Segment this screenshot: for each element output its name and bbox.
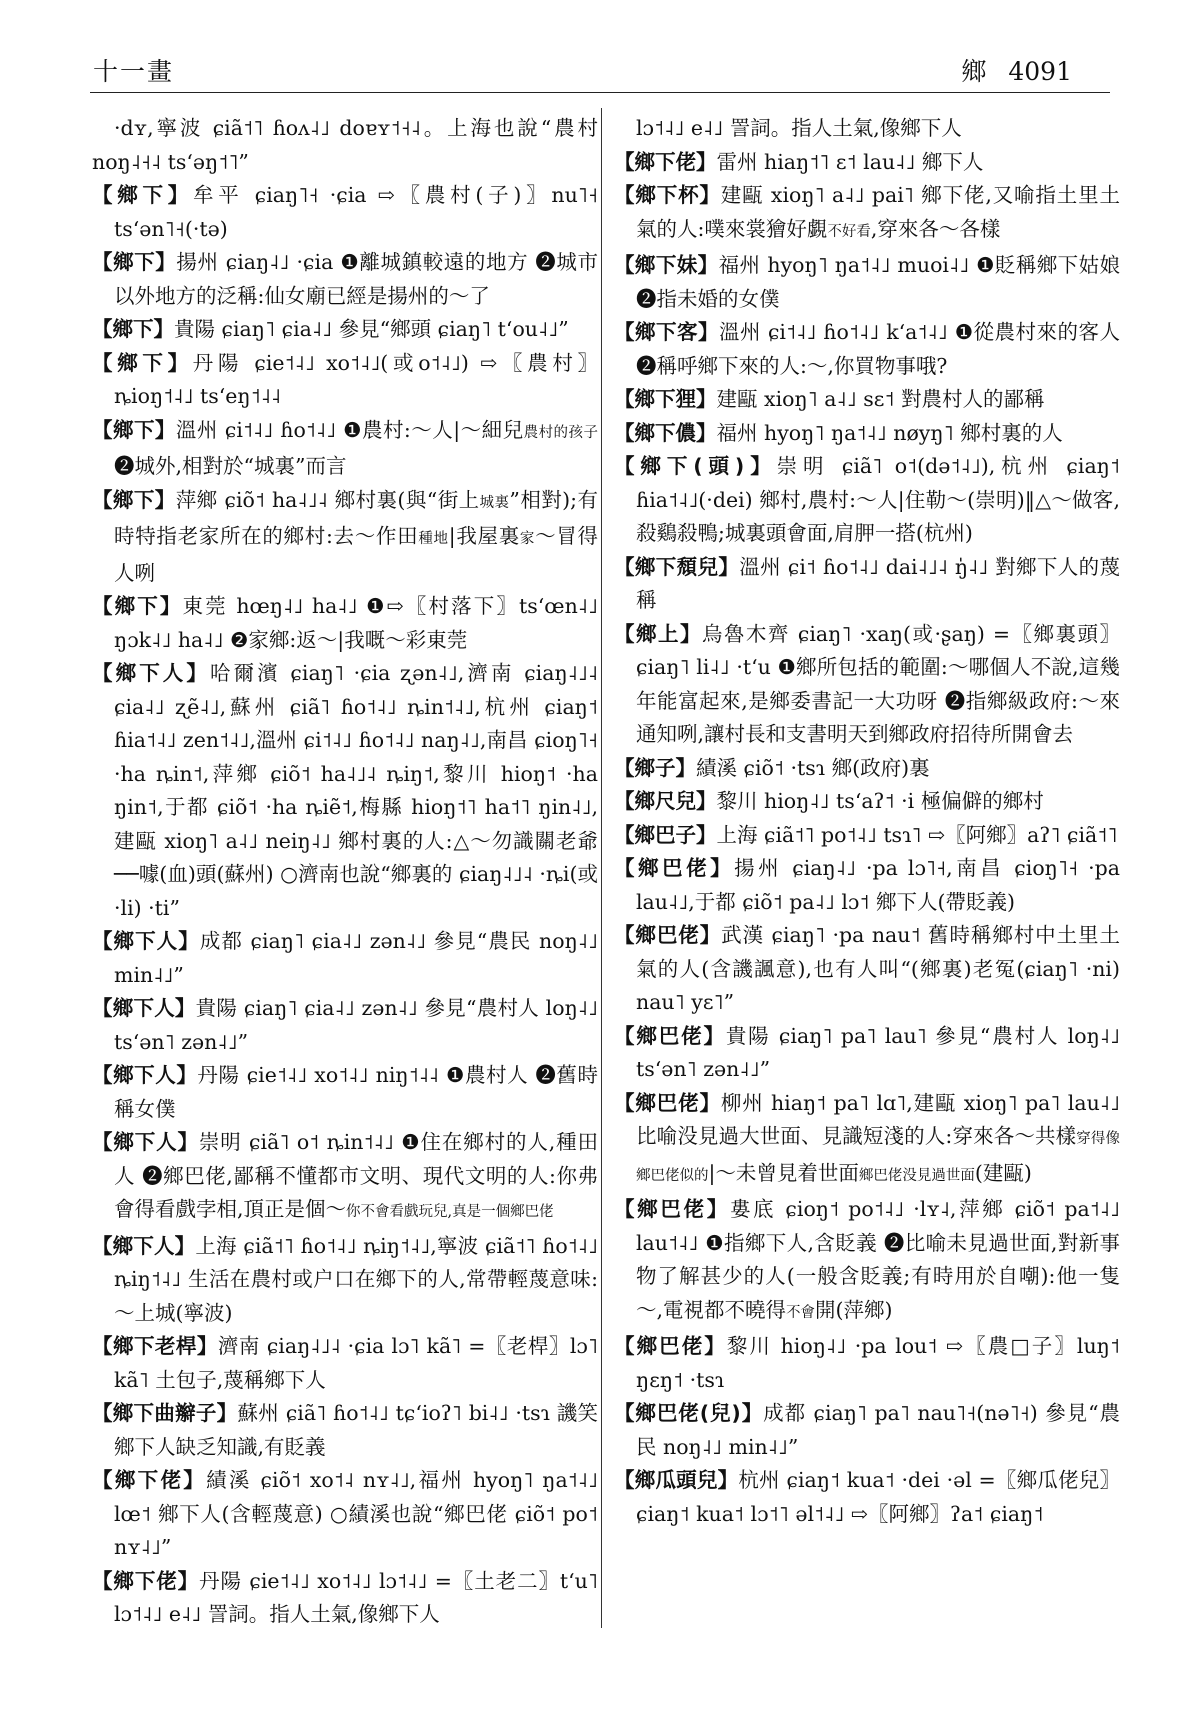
entry-headword: 【鄉下】	[92, 417, 176, 442]
dictionary-entry	[614, 785, 1120, 819]
entry-text: 黎川 hioŋ˨˩ ·pa lou˦ ⇨〖農□子〗luŋ˦ ŋɛŋ˦ ·tsɿ	[636, 1334, 1120, 1392]
entry-text: 丹陽 ɕie˦˨˩ xo˦˨˩(或o˦˨˩) ⇨〖農村〗ȵioŋ˦˨˩ tsʻeŋ˦˨˨	[114, 350, 599, 408]
dictionary-entry	[614, 1193, 1120, 1330]
dictionary-entry	[614, 112, 1120, 146]
entry-text: 貴陽 ɕiaŋ˥ pa˥ lau˥ 參見“農村人 loŋ˨˩ tsʻən˥ zən˨˩”	[636, 1023, 1120, 1081]
entry-text: 建甌 xioŋ˥ a˨˩ sɛ˦ 對農村人的鄙稱	[716, 387, 1045, 411]
entry-text: 雷州 hiaŋ˦˥ ɛ˦ lau˨˩ 鄉下人	[716, 149, 984, 174]
entry-gloss: 鄉巴佬没見過世面	[858, 1167, 975, 1184]
entry-headword: 【鄉下】	[92, 250, 177, 274]
entry-text: 婁底 ɕioŋ˦ po˦˨˩ ·lʏ˨,萍鄉 ɕiõ˦ pa˦˨˩ lau˦˨˩ ❶指鄉下人,含貶義 ❷比喻未見過世面,對新事物了解甚少的人(一般含貶義;有時用於自嘲):他一隻～,電視都不曉得	[636, 1197, 1120, 1322]
entry-headword: 【鄉下佬】	[92, 1468, 207, 1492]
section-heading: 十一畫	[93, 57, 175, 86]
dictionary-entry	[92, 484, 598, 591]
entry-headword: 【鄉下人】	[92, 1063, 198, 1087]
dictionary-entry	[92, 1126, 598, 1230]
dictionary-entry	[92, 1565, 598, 1632]
entry-headword: 【鄉巴佬】	[614, 1090, 721, 1115]
dictionary-entry	[92, 313, 598, 347]
entry-headword: 【鄉下人】	[92, 996, 196, 1020]
entry-text: 柳州 hiaŋ˦ pa˥ lɑ˥,建甌 xioŋ˥ pa˥ lau˨˩ 比喻没見過大世面、見識短淺的人:穿來各～共樣	[636, 1090, 1120, 1148]
entry-text: 濟南 ɕiaŋ˨˩˨ ·ɕia lɔ˥ kã˥ =〖老桿〗lɔ˥ kã˥ 土包子,蔑稱鄉下人	[114, 1334, 598, 1392]
entry-text: 貴陽 ɕiaŋ˥ ɕia˨˩ 參見“鄉頭 ɕiaŋ˥ tʻou˨˩”	[174, 317, 569, 341]
page-number: 4091	[1008, 57, 1072, 86]
dictionary-entry	[92, 414, 598, 484]
entry-text: 上海 ɕiã˦˥ po˦˨˩ tsɿ˥ ⇨〖阿鄉〗aʔ˥ ɕiã˦˥	[716, 822, 1118, 847]
entry-headword: 【鄉下曲辮子】	[92, 1401, 238, 1425]
entry-headword: 【鄉下人】	[92, 929, 200, 953]
entry-headword: 【鄉瓜頭兒】	[614, 1468, 739, 1492]
entry-text: (建甌)	[974, 1160, 1032, 1185]
dictionary-entry	[92, 246, 598, 313]
dictionary-entry	[614, 179, 1120, 249]
entry-gloss: 你不會看戲玩兒,真是一個鄉巴佬	[346, 1204, 554, 1220]
entry-text: ”相對);有時特指老家所在的鄉村:去～作田	[114, 487, 599, 548]
dictionary-entry	[92, 179, 598, 246]
dictionary-entry	[614, 618, 1120, 752]
dictionary-entry	[614, 450, 1120, 551]
entry-headword: 【鄉下】	[92, 183, 193, 207]
entry-headword: 【鄉下老桿】	[92, 1334, 218, 1358]
entry-text: 溫州 ɕi˦ ɦo˦˨˩ dai˨˩˨ ŋ̍˨˩ 對鄉下人的蔑稱	[636, 554, 1120, 612]
dictionary-entry	[92, 1464, 598, 1565]
entry-text: 萍鄉 ɕiõ˦ ha˨˩˨ 鄉村裏(與“街上	[175, 487, 480, 512]
dictionary-entry	[92, 1397, 598, 1464]
dictionary-entry	[92, 112, 598, 179]
dictionary-entry	[614, 819, 1120, 853]
entry-headword: 【鄉下頹兒】	[614, 554, 740, 579]
header-rule	[90, 92, 1110, 93]
dictionary-entry	[92, 1330, 598, 1397]
page-header-right	[961, 52, 1072, 88]
entry-headword: 【鄉巴佬(兒)】	[614, 1401, 764, 1425]
column-divider	[601, 108, 602, 1628]
dictionary-entry	[92, 1230, 598, 1331]
dictionary-entry	[92, 657, 598, 925]
dictionary-entry	[614, 1464, 1120, 1531]
entry-gloss: 不好看	[827, 223, 871, 240]
entry-text: ,穿來各～各樣	[870, 216, 1001, 241]
entry-text: 成都 ɕiaŋ˥ ɕia˨˩ zən˨˩ 參見“農民 noŋ˨˩ min˨˩”	[114, 929, 598, 987]
entry-text: 丹陽 ɕie˦˨˩ xo˦˨˩ lɔ˦˨˩ =〖土老二〗tʻu˥ lɔ˦˨˩ e˨˩ 詈詞。指人土氣,像鄉下人	[114, 1568, 598, 1626]
entry-headword: 【鄉下客】	[614, 320, 719, 344]
dictionary-entry	[614, 316, 1120, 383]
left-column	[92, 112, 598, 1632]
entry-text: 績溪 ɕiõ˦ ·tsɿ 鄉(政府)裏	[696, 755, 930, 780]
entry-headword: 【鄉巴佬】	[614, 923, 722, 947]
entry-headword: 【鄉下(頭)】	[614, 454, 777, 478]
entry-headword: 【鄉下佬】	[92, 1568, 200, 1593]
entry-text: 福州 hyoŋ˥ ŋa˦˨˩ nøyŋ˥ 鄉村裏的人	[716, 420, 1063, 445]
dictionary-entry	[614, 919, 1120, 1020]
dictionary-entry	[614, 417, 1120, 451]
entry-text: 建甌 xioŋ˥ a˨˩ pai˥ 鄉下佬,又喻指土里土氣的人:噗來裳獪好覷	[636, 183, 1120, 241]
entry-text: 牟平 ɕiaŋ˥˧ ·ɕia ⇨〖農村(子)〗nu˥˧ tsʻən˥˧(·tə)	[114, 183, 599, 241]
entry-headword: 【鄉巴佬】	[614, 1023, 726, 1048]
entry-text: 黎川 hioŋ˨˩ tsʻaʔ˦ ·i 極偏僻的鄉村	[716, 789, 1044, 813]
entry-gloss: 城裏	[479, 494, 510, 511]
dictionary-entry	[92, 590, 598, 657]
dictionary-entry	[614, 752, 1120, 786]
entry-headword: 【鄉下人】	[92, 1130, 199, 1154]
entry-gloss: 家	[519, 531, 536, 547]
entry-text: lɔ˦˨˩ e˨˩ 詈詞。指人土氣,像鄉下人	[636, 116, 962, 140]
dictionary-entry	[614, 383, 1120, 417]
entry-text: 武漢 ɕiaŋ˥ ·pa nau˦ 舊時稱鄉村中土里土氣的人(含譏諷意),也有人叫“(鄉裏)老冤(ɕiaŋ˥ ·ni) nau˥ yɛ˥”	[636, 923, 1120, 1014]
entry-text: 福州 hyoŋ˥ ŋa˦˨˩ muoi˨˩ ❶貶稱鄉下姑娘 ❷指未婚的女僕	[636, 253, 1120, 311]
entry-headword: 【鄉巴佬】	[614, 1197, 730, 1221]
entry-headword: 【鄉下】	[92, 487, 176, 512]
entry-headword: 【鄉下儂】	[614, 420, 717, 445]
entry-text: 東莞 hœŋ˨˩ ha˨˩ ❶⇨〖村落下〗tsʻœn˨˩ ŋɔk˨˩ ha˨˩ ❷家鄉:返～|我嘅～彩東莞	[114, 594, 598, 652]
entry-headword: 【鄉巴佬】	[614, 1334, 727, 1358]
dictionary-entry	[614, 1087, 1120, 1194]
entry-gloss: 農村的孩子	[523, 424, 599, 441]
entry-headword: 【鄉上】	[614, 621, 702, 646]
entry-text: 杭州 ɕiaŋ˦ kua˦ ·dei ·əl =〖鄉瓜佬兒〗ɕiaŋ˦ kua˦ lɔ˦˥ əl˦˨˩ ⇨〖阿鄉〗ʔa˦ ɕiaŋ˦	[636, 1468, 1121, 1526]
entry-headword: 【鄉下】	[92, 317, 174, 341]
entry-gloss: 種地	[418, 531, 449, 547]
entry-text: 蘇州 ɕiã˥ ɦo˦˨˩ tɕʻioʔ˥ bi˨˩ ·tsɿ 譏笑鄉下人缺乏知識,有貶義	[114, 1401, 599, 1459]
entry-headword: 【鄉下】	[92, 350, 193, 375]
entry-headword: 【鄉下狸】	[614, 387, 717, 411]
right-column	[614, 112, 1120, 1531]
entry-headword: 【鄉子】	[614, 755, 696, 780]
entry-headword: 【鄉下佬】	[614, 149, 717, 174]
entry-headword: 【鄉下人】	[92, 1233, 196, 1258]
dictionary-entry	[614, 1397, 1120, 1464]
entry-text: 哈爾濱 ɕiaŋ˥ ·ɕia ʐən˨˩,濟南 ɕiaŋ˨˩˨ ɕia˨˩ ʐẽ˨˩,蘇州 ɕiã˥ ɦo˦˨˩ ȵin˦˨˩,杭州 ɕiaŋ˦ ɦia˦˨˩ zen˦˨˩,溫州 ɕi˦˨˩ ɦo˦˨˩ naŋ˨˩,南昌 ɕioŋ˥˧ ·ha ȵin˦,萍鄉 ɕiõ˦ ha˨˩˨ ȵiŋ˦,黎川 hioŋ˦ ·ha ŋin˦,于都 ɕiõ˦ ·ha ȵiẽ˦,梅縣 hioŋ˦˥ ha˦˥ ŋin˨˩,建甌 xioŋ˥ a˨˩ neiŋ˨˩ 鄉村裏的人:△～勿識關老爺──噱(血)頭(蘇州) ○濟南也說“鄉裏的 ɕiaŋ˨˩˨ ·ȵi(或·li) ·ti”	[114, 661, 598, 920]
entry-text: 開(萍鄉)	[815, 1297, 893, 1322]
dictionary-entry	[614, 852, 1120, 919]
entry-text: 烏魯木齊 ɕiaŋ˥ ·xaŋ(或·ʂaŋ) =〖鄉裏頭〗ɕiaŋ˥ li˨˩ ·tʻu ❶鄉所包括的範圍:～哪個人不說,這幾年能富起來,是鄉委書記一大功呀 ❷指鄉級政府:～來通知咧,讓村長和支書明天到鄉政府招待所開會去	[636, 621, 1121, 746]
entry-text: 上海 ɕiã˦˥ ɦo˦˨˩ ȵiŋ˦˨˩,寧波 ɕiã˦˥ ɦo˦˨˩ ȵiŋ˦˨˩ 生活在農村或户口在鄉下的人,常帶輕蔑意味:～上城(寧波)	[114, 1233, 598, 1325]
entry-text: 揚州 ɕiaŋ˨˩ ·ɕia ❶離城鎮較遠的地方 ❷城市以外地方的泛稱:仙女廟已經是揚州的～了	[114, 250, 599, 308]
entry-text: 溫州 ɕi˦˨˩ ɦo˦˨˩ kʻa˦˨˩ ❶從農村來的客人 ❷稱呼鄉下來的人:～,你買物事哦?	[636, 320, 1120, 378]
dictionary-entry	[614, 551, 1120, 618]
dictionary-entry	[92, 347, 598, 414]
dictionary-entry	[92, 1059, 598, 1126]
entry-gloss: 不會	[786, 1304, 816, 1321]
entry-text: 崇明 ɕiã˥ o˦ ȵin˦˨˩ ❶住在鄉村的人,種田人 ❷鄉巴佬,鄙稱不懂都市文明、現代文明的人:你弗會得看戲孛相,頂正是個～	[114, 1130, 599, 1221]
entry-text: 貴陽 ɕiaŋ˥ ɕia˨˩ zən˨˩ 參見“農村人 loŋ˨˩ tsʻən˥ zən˨˩”	[114, 996, 598, 1054]
dictionary-entry	[614, 249, 1120, 316]
dictionary-entry	[614, 1020, 1120, 1087]
entry-headword: 【鄉下人】	[92, 661, 210, 685]
entry-headword: 【鄉下妹】	[614, 253, 719, 277]
entry-gloss: 穿得像鄉巴佬似的	[636, 1131, 1121, 1184]
dictionary-entry	[614, 146, 1120, 180]
entry-headword: 【鄉尺兒】	[614, 789, 717, 813]
entry-text: 成都 ɕiaŋ˥ pa˥ nau˥˧(nə˥˧) 參見“農民 noŋ˨˩ min˨˩”	[636, 1401, 1120, 1459]
entry-headword: 【鄉下杯】	[614, 183, 721, 207]
dictionary-entry	[614, 1330, 1120, 1397]
entry-text: 績溪 ɕiõ˦ xo˦˨ nʏ˨˩,福州 hyoŋ˥ ŋa˦˨˩ lœ˦ 鄉下人(含輕蔑意) ○績溪也說“鄉巴佬 ɕiõ˦ po˦ nʏ˨˩”	[114, 1468, 598, 1559]
entry-text: |～未曾見着世面	[708, 1160, 859, 1185]
entry-text: ～冒得人咧	[114, 524, 598, 585]
entry-text: ❷城外,相對於“城裏”而言	[114, 454, 347, 478]
entry-text: 崇明 ɕiã˥ o˦(də˦˨˩),杭州 ɕiaŋ˦ ɦia˦˨˩(·dei) 鄉村,農村:～人|住勒～(崇明)‖△～做客,殺鷄殺鴨;城裏頭會面,肩胛一搭(杭州)	[636, 454, 1120, 545]
header-character: 鄉	[961, 57, 987, 86]
entry-headword: 【鄉巴子】	[614, 822, 717, 847]
entry-text: 溫州 ɕi˦˨˩ ɦo˦˨˩ ❶農村:～人|～細兒	[175, 417, 524, 442]
entry-headword: 【鄉下】	[92, 594, 183, 618]
entry-text: 揚州 ɕiaŋ˨˩ ·pa lɔ˥˧,南昌 ɕioŋ˥˧ ·pa lau˨˩,于都 ɕiõ˦ pa˨˩ lɔ˦ 鄉下人(帶貶義)	[636, 856, 1121, 914]
entry-headword: 【鄉巴佬】	[614, 856, 735, 880]
entry-text: ·dʏ,寧波 ɕiã˦˥ ɦoʌ˨˩ doɐʏ˦˧˨。上海也說“農村 noŋ˨˧˨ tsʻəŋ˦˥”	[92, 116, 598, 174]
entry-text: |我屋裏	[448, 524, 520, 548]
entry-text: 丹陽 ɕie˦˨˩ xo˦˨˩ niŋ˦˨˨ ❶農村人 ❷舊時稱女僕	[114, 1063, 598, 1121]
dictionary-entry	[92, 992, 598, 1059]
dictionary-entry	[92, 925, 598, 992]
